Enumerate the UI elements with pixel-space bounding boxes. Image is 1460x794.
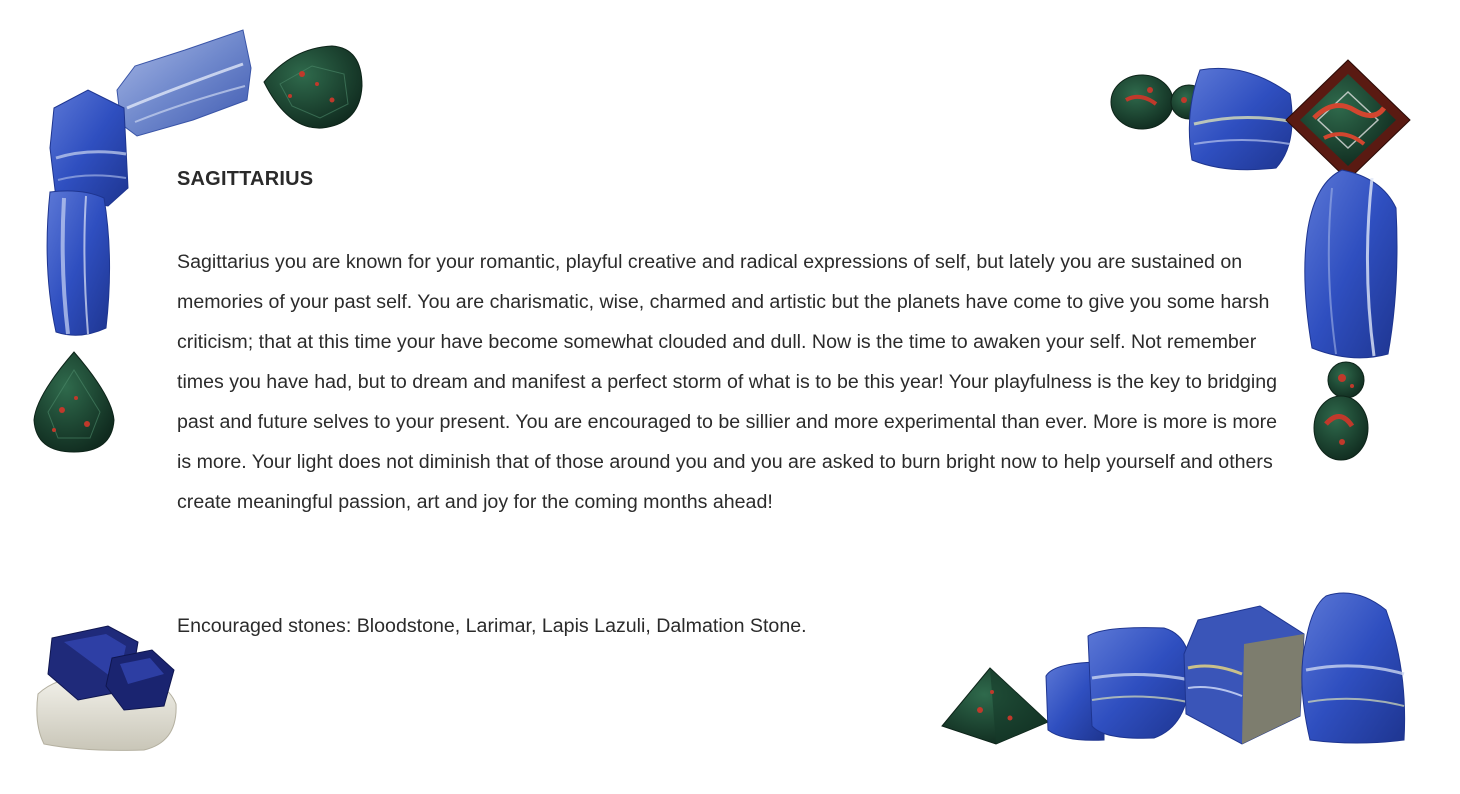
horoscope-body: Sagittarius you are known for your romantic, playful creative and radical expressions of self, but lately you are sustained on memories of your past self. You are charismatic, wise, charmed and artistic but the planets have come to give you some harsh criticism; that at this time your have become somewhat clouded and dull. Now is the time to awaken your self. Not remember times you have had, but to dream and manifest a perfect storm of what is to be this year! Your playfulness is the key to bridging past and future selves to your present. You are encouraged to be sillier and more experimental than ever. More is more is more is more. Your light does not diminish that of those around you and you are asked to burn bright now to help yourself and others create meaningful passion, art and joy for the coming months ahead!: [177, 251, 1278, 513]
encouraged-stones: Encouraged stones: Bloodstone, Larimar, Lapis Lazuli, Dalmation Stone.: [177, 615, 807, 637]
lapis-rough-top-icon: [115, 28, 255, 138]
bloodstone-square-cut-icon: [1284, 58, 1412, 182]
bloodstone-pear-left-icon: [32, 350, 116, 454]
lapis-stack-icon: [1044, 626, 1194, 742]
page-title: SAGITTARIUS: [177, 168, 314, 190]
bloodstone-oval-right-icon: [1312, 394, 1370, 462]
lapis-freeform-icon: [1296, 590, 1408, 746]
lapis-tumbled-top-right-icon: [1186, 64, 1298, 172]
lapis-slab-left-icon: [42, 188, 114, 340]
lapis-pyrite-cube-icon: [1182, 604, 1308, 748]
bloodstone-oval-large-icon: [1110, 74, 1174, 130]
lapis-slab-right-icon: [1302, 168, 1400, 364]
lazulite-crystal-cluster-icon: [34, 624, 180, 752]
bloodstone-pyramid-icon: [940, 666, 1050, 746]
bloodstone-pear-top-icon: [262, 44, 364, 130]
